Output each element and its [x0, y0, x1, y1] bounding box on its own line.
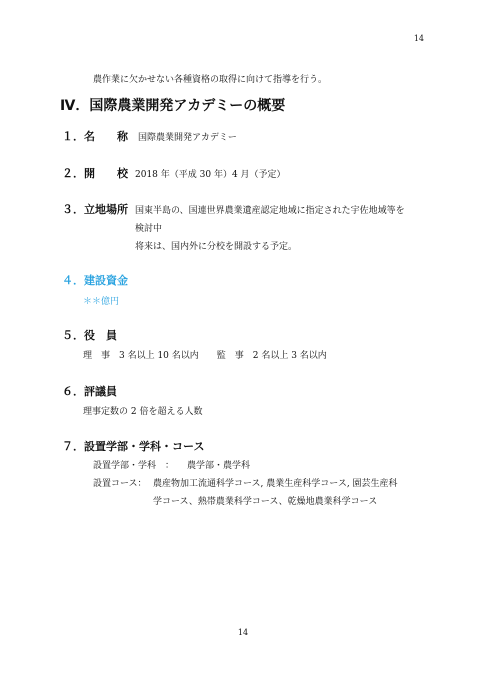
section-name-value: 国際農業開発アカデミー	[138, 133, 237, 143]
course-line1: 農産物加工流通科学コース, 農業生産科学コース, 園芸生産科	[153, 479, 398, 489]
course-key: 設置コース：	[93, 479, 147, 489]
section-departments-label: ７．設置学部・学科・コース	[62, 440, 205, 453]
section-opening-value: 2018 年（平成 30 年）4 月（予定）	[135, 170, 286, 180]
section-councilors-value: 理事定数の 2 倍を超える人数	[83, 407, 203, 417]
section-location-line2: 検討中	[135, 224, 163, 234]
section-funding-value: ＊＊億円	[83, 297, 120, 307]
section-location-label: ３．立地場所	[62, 203, 128, 216]
page-number-header: 14	[413, 34, 424, 43]
section-councilors-label: ６．評議員	[62, 385, 117, 398]
course-line2: 学コース、熱帯農業科学コース、乾燥地農業科学コース	[153, 497, 378, 507]
section-funding-label: ４．建設資金	[62, 274, 128, 287]
page-number-footer: 14	[237, 628, 249, 637]
faculty-value: 農学部・農学科	[187, 461, 251, 471]
section-officers-label: ５．役 員	[62, 329, 117, 342]
section-location-line1: 国東半島の、国連世界農業遺産認定地域に指定された宇佐地域等を	[135, 206, 405, 216]
faculty-key: 設置学部・学科 ：	[93, 461, 175, 471]
section-name-label: １．名 称	[62, 130, 128, 143]
section-location-line3: 将来は、国内外に分校を開設する予定。	[135, 242, 298, 252]
chapter-title: Ⅳ．国際農業開発アカデミーの概要	[60, 98, 286, 114]
intro-line: 農作業に欠かせない各種資格の取得に向けて指導を行う。	[93, 75, 328, 85]
section-opening-label: ２．開 校	[62, 167, 128, 180]
section-officers-value: 理 事 3 名以上 10 名以内 監 事 2 名以上 3 名以内	[83, 351, 327, 361]
